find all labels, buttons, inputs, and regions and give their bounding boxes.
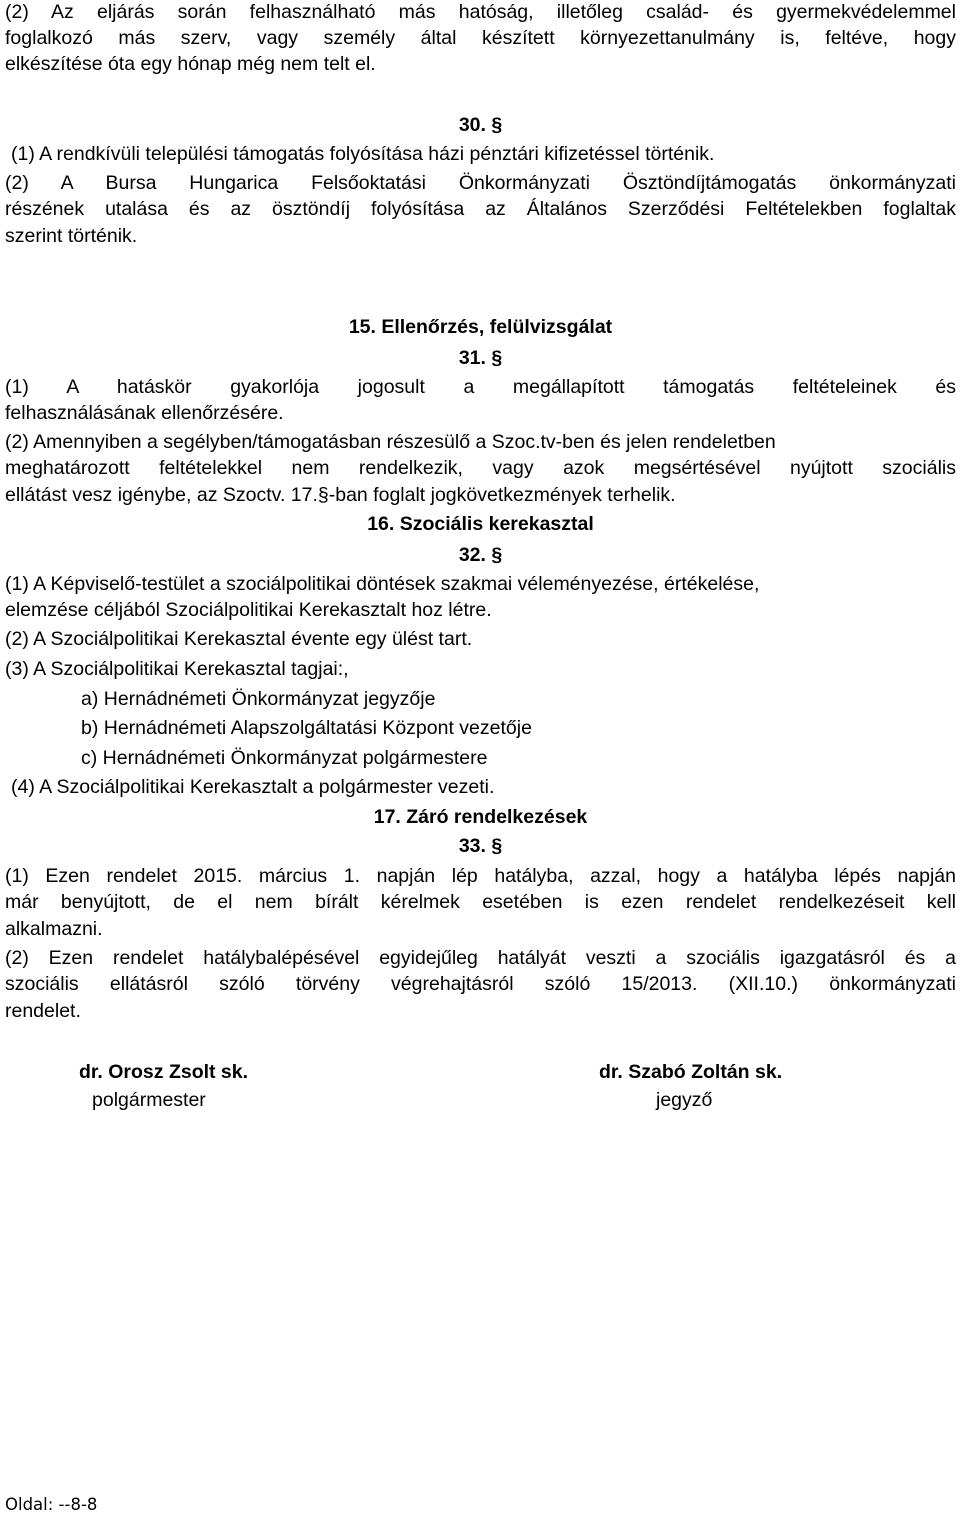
section-31-paragraph-2-line-3: ellátást vesz igénybe, az Szoctv. 17.§-ban foglalt jogkövetkezmények terhelik. (5, 484, 676, 506)
chapter-17-title: 17. Záró rendelkezések (373, 806, 588, 828)
section-31-paragraph-2-line-1: (2) Amennyiben a segélyben/támogatásban részesülő a Szoc.tv-ben és jelen rendeletben (5, 431, 776, 453)
section-33-heading: 33. § (458, 835, 503, 857)
section-32-paragraph-3: (3) A Szociálpolitikai Kerekasztal tagjai:, (5, 658, 349, 680)
member-list-item-a: a) Hernádnémeti Önkormányzat jegyzője (81, 688, 436, 710)
section-30-paragraph-2-line-2: részének utalása és az ösztöndíj folyósítása az Általános Szerződési Feltételekben foglaltak (5, 198, 956, 220)
section-32-paragraph-4: (4) A Szociálpolitikai Kerekasztalt a polgármester vezeti. (11, 776, 495, 798)
signature-left-title: polgármester (92, 1089, 206, 1111)
section-33-paragraph-1-line-1: (1) Ezen rendelet 2015. március 1. napján lép hatályba, azzal, hogy a hatályba lépés napján (5, 865, 956, 887)
section-33-paragraph-1-line-3: alkalmazni. (5, 918, 103, 940)
section-31-paragraph-1-line-1: (1) A hatáskör gyakorlója jogosult a megállapított támogatás feltételeinek és (5, 376, 956, 398)
member-list-item-c: c) Hernádnémeti Önkormányzat polgármestere (81, 747, 488, 769)
section-30-paragraph-2-line-3: szerint történik. (5, 225, 138, 247)
chapter-16-title: 16. Szociális kerekasztal (367, 513, 594, 535)
section-32-heading: 32. § (458, 544, 503, 566)
section-33-paragraph-2-line-1: (2) Ezen rendelet hatálybalépésével egyidejűleg hatályát veszti a szociális igazgatásról és a (5, 947, 956, 969)
section-32-paragraph-1-line-1: (1) A Képviselő-testület a szociálpolitikai döntések szakmai véleményezése, értékelése, (5, 573, 760, 595)
intro-line-1: (2) Az eljárás során felhasználható más hatóság, illetőleg család- és gyermekvédelemmel (5, 1, 956, 23)
section-33-paragraph-2-line-3: rendelet. (5, 1000, 81, 1022)
signature-right-title: jegyző (656, 1089, 713, 1111)
section-30-heading: 30. § (458, 114, 503, 136)
section-31-heading: 31. § (458, 347, 503, 369)
section-31-paragraph-1-line-2: felhasználásának ellenőrzésére. (5, 402, 284, 424)
section-31-paragraph-2-line-2: meghatározott feltételekkel nem rendelkezik, vagy azok megsértésével nyújtott szociális (5, 457, 956, 479)
member-list-item-b: b) Hernádnémeti Alapszolgáltatási Központ vezetője (81, 717, 532, 739)
signature-right-name: dr. Szabó Zoltán sk. (599, 1061, 783, 1083)
section-32-paragraph-1-line-2: elemzése céljából Szociálpolitikai Kerekasztalt hoz létre. (5, 599, 492, 621)
signature-left-name: dr. Orosz Zsolt sk. (79, 1061, 249, 1083)
intro-line-3: elkészítése óta egy hónap még nem telt el. (5, 53, 376, 75)
chapter-15-title: 15. Ellenőrzés, felülvizsgálat (348, 316, 613, 338)
section-30-paragraph-1: (1) A rendkívüli települési támogatás folyósítása házi pénztári kifizetéssel történik. (11, 143, 715, 165)
intro-line-2: foglalkozó más szerv, vagy személy által készített környezettanulmány is, feltéve, hogy (5, 27, 956, 49)
page-number-footer: Oldal: --8-8 (5, 1495, 98, 1514)
section-30-paragraph-2-line-1: (2) A Bursa Hungarica Felsőoktatási Önkormányzati Ösztöndíjtámogatás önkormányzati (5, 172, 956, 194)
section-33-paragraph-1-line-2: már benyújtott, de el nem bírált kérelmek esetében is ezen rendelet rendelkezéseit kell (5, 891, 956, 913)
section-32-paragraph-2: (2) A Szociálpolitikai Kerekasztal évente egy ülést tart. (5, 628, 473, 650)
section-33-paragraph-2-line-2: szociális ellátásról szóló törvény végrehajtásról szóló 15/2013. (XII.10.) önkormányzati (5, 973, 956, 995)
